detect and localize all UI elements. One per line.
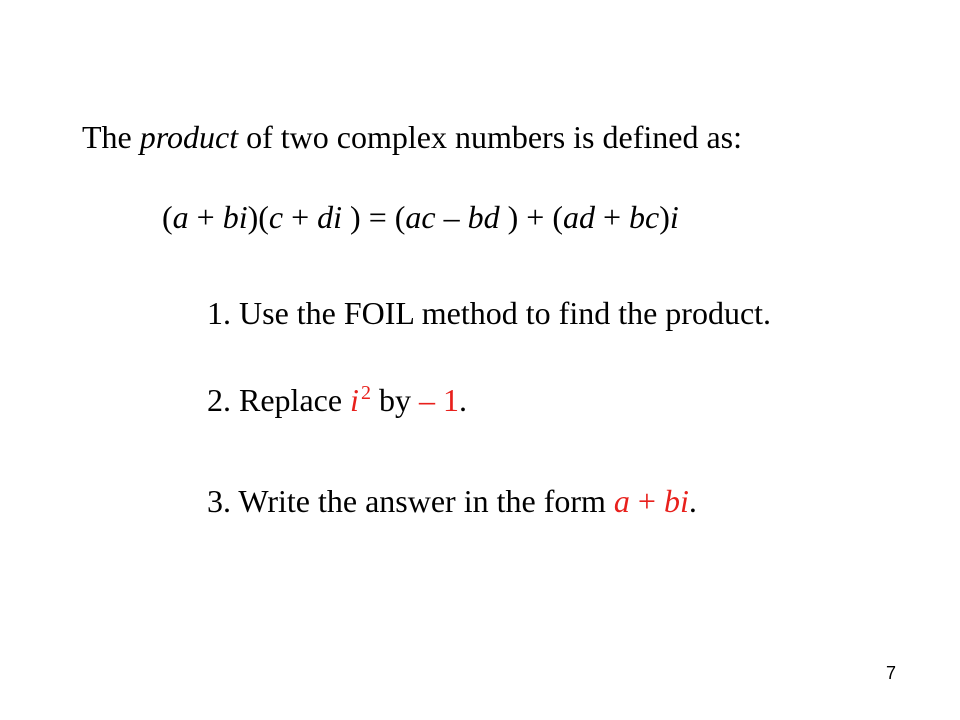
step-2-replacement: – 1: [418, 382, 459, 418]
step-2-variable-i: i: [350, 382, 359, 418]
step-3-form-a: a: [613, 483, 630, 519]
formula-part: ) + (: [499, 199, 563, 235]
heading-emphasis-product: product: [139, 119, 239, 155]
step-1: [207, 293, 771, 333]
formula-var-ad: ad: [562, 199, 595, 235]
definition-heading: [82, 117, 742, 157]
step-2-exponent: 2: [360, 382, 371, 404]
step-1-text: 1. Use the FOIL method to find the product.: [207, 295, 772, 331]
step-2-middle: by: [370, 382, 419, 418]
step-3-form-bi: bi: [663, 483, 689, 519]
step-3: [207, 481, 697, 521]
step-3-prefix: 3. Write the answer in the form: [207, 483, 614, 519]
formula-part: ): [659, 199, 670, 235]
formula-var-i: i: [669, 199, 679, 235]
step-3-form-plus: +: [629, 483, 664, 519]
step-2-suffix: .: [458, 382, 467, 418]
formula-part: +: [283, 199, 318, 235]
heading-text-before: The: [82, 119, 140, 155]
step-2-prefix: 2. Replace: [207, 382, 351, 418]
formula-var-a: a: [172, 199, 189, 235]
formula-part: –: [435, 199, 468, 235]
formula-part: (: [162, 199, 173, 235]
formula-var-bd: bd: [467, 199, 500, 235]
step-3-suffix: .: [688, 483, 697, 519]
formula-part: +: [594, 199, 630, 235]
formula-var-di: di: [317, 199, 343, 235]
product-formula: [162, 197, 679, 237]
page-number: 7: [886, 663, 897, 683]
formula-var-bc: bc: [629, 199, 660, 235]
heading-text-after: of two complex numbers is defined as:: [238, 119, 742, 155]
formula-var-c: c: [268, 199, 284, 235]
formula-part: ) = (: [342, 199, 406, 235]
formula-var-ac: ac: [405, 199, 436, 235]
formula-var-bi: bi: [222, 199, 248, 235]
formula-part: +: [188, 199, 223, 235]
formula-part: )(: [247, 199, 269, 235]
step-2: [207, 380, 467, 425]
